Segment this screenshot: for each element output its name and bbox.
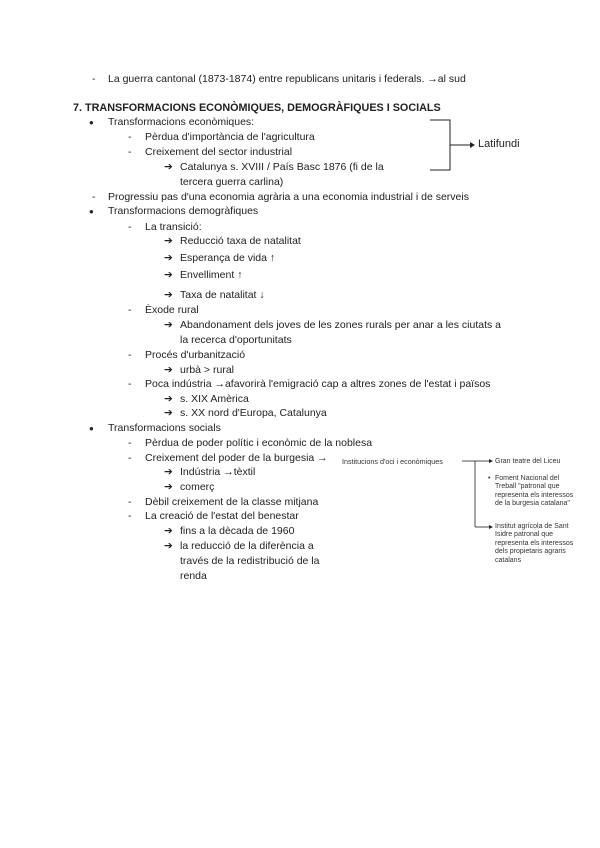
arrow-icon: ➔ [164,235,173,247]
dash-bullet: - [92,73,96,85]
arrow-icon: ➔ [164,319,173,331]
side-note-liceu: Gran teatre del Liceu [495,458,561,465]
text-line: Abandonament dels joves de les zones rurals per anar a les ciutats a [180,319,502,331]
text-line: la recerca d'oportunitats [180,334,292,346]
text-line: Pèrdua d'importància de l'agricultura [145,131,315,143]
dash-bullet: - [128,146,132,158]
side-arrow-top-head [489,459,493,463]
arrow-icon: ➔ [164,364,173,376]
text-line: Catalunya s. XVIII / País Basc 1876 (fi de la [180,161,384,173]
text-line: la reducció de la diferència a [180,540,314,552]
arrow-icon: ➔ [164,540,173,552]
arrow-icon: ➔ [164,525,173,537]
arrow-icon: ➔ [164,466,173,478]
bullet-icon: ● [89,424,94,433]
text-line: La guerra cantonal (1873-1874) entre republicans unitaris i federals. →al sud [108,73,466,85]
text-line: Envelliment ↑ [180,269,243,281]
arrow-icon: ➔ [164,481,173,493]
text-line: Procés d'urbanització [145,349,246,361]
text-line: Pèrdua de poder polític i econòmic de la noblesa [145,437,373,449]
arrow-icon: ➔ [164,252,173,264]
dash-bullet: - [128,131,132,143]
text-line: fins a la dècada de 1960 [180,525,295,537]
latifundi-brace [430,120,450,170]
arrow-icon: ➔ [164,269,173,281]
text-line: s. XIX Amèrica [180,393,249,405]
side-arrow-bottom-head [489,525,493,529]
text-line: renda [180,570,207,582]
text-line: través de la redistribució de la [180,555,320,567]
dash-bullet: - [128,349,132,361]
bullet-icon: ● [89,118,94,127]
text-line: Poca indústria →afavorirà l'emigració cap a altres zones de l'estat i països [145,378,491,390]
dash-bullet: - [128,452,132,464]
latifundi-label: Latifundi [478,138,520,150]
text-line: La creació de l'estat del benestar [145,510,299,522]
text-line: Creixement del poder de la burgesia → [145,452,328,464]
arrow-icon: ➔ [164,289,173,301]
text-line: Reducció taxa de natalitat [180,235,301,247]
side-label: Institucions d'oci i econòmiques [342,457,443,466]
text-line: Èxode rural [145,304,199,316]
text-line: Transformacions socials [108,422,221,434]
dash-bullet: - [128,437,132,449]
text-line: Transformacions econòmiques: [108,116,255,128]
bullet-dot: • [488,475,491,482]
text-line: Esperança de vida ↑ [180,252,276,264]
text-line: La transició: [145,221,202,233]
arrow-icon: ➔ [164,407,173,419]
text-line: Creixement del sector industrial [145,146,293,158]
text-line: Dèbil creixement de la classe mitjana [145,496,319,508]
text-line: tercera guerra carlina) [180,176,284,188]
dash-bullet: - [128,496,132,508]
text-line: s. XX nord d'Europa, Catalunya [180,407,327,419]
text-line: Taxa de natalitat ↓ [180,289,265,301]
text-line: urbà > rural [180,364,234,376]
dash-bullet: - [128,510,132,522]
bullet-icon: ● [89,207,94,216]
dash-bullet: - [92,191,96,203]
dash-bullet: - [128,304,132,316]
text-line: Transformacions demogràfiques [108,205,259,217]
text-line: Progressiu pas d'una economia agrària a una economia industrial i de serveis [108,191,469,203]
text-line: Indústria →tèxtil [180,466,256,478]
arrow-icon: ➔ [164,393,173,405]
dash-bullet: - [128,378,132,390]
dash-bullet: - [128,221,132,233]
latifundi-arrow-head [470,142,475,148]
arrow-icon: ➔ [164,161,173,173]
section-heading: 7. TRANSFORMACIONS ECONÒMIQUES, DEMOGRÀFIQUES I SOCIALS [73,102,441,114]
text-line: comerç [180,481,215,493]
